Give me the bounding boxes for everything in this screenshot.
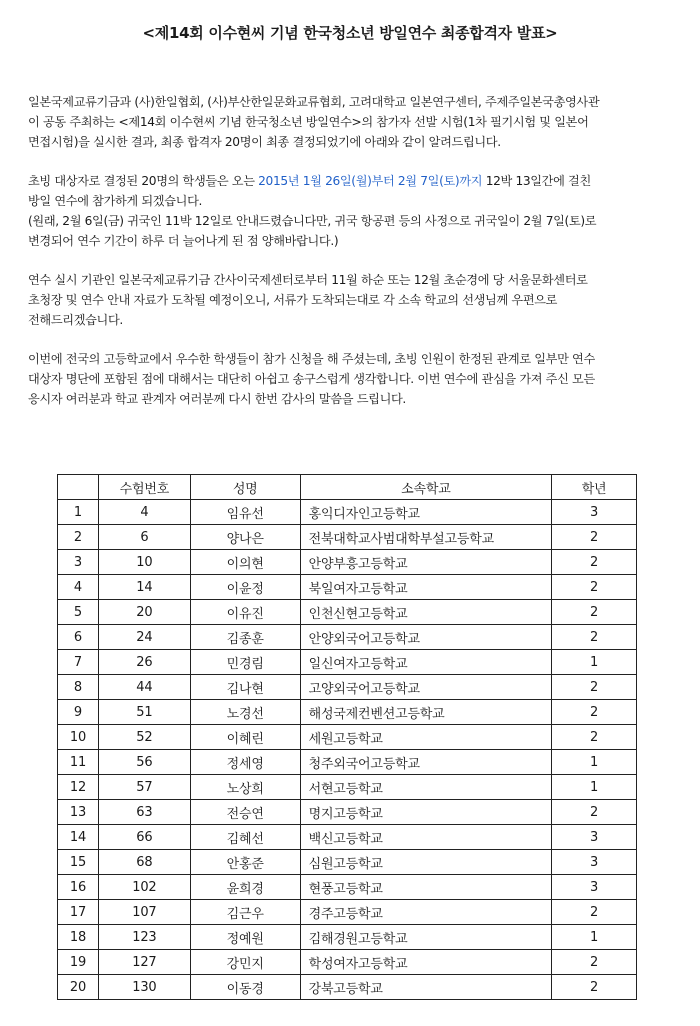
row-index: 19 — [58, 950, 99, 975]
paragraph-line: 방일 연수에 참가하게 되겠습니다. — [28, 194, 203, 208]
school-name: 백신고등학교 — [300, 825, 552, 850]
paragraph-line: 연수 실시 기관인 일본국제교류기금 간사이국제센터로부터 11월 하순 또는 12월 초순경에 당 서울문화센터로 — [28, 273, 588, 287]
header-index — [58, 475, 99, 500]
table-row — [58, 975, 637, 1000]
paragraph-1 — [28, 92, 678, 152]
announcement-body — [28, 92, 678, 428]
table-row — [58, 525, 637, 550]
table-row — [58, 650, 637, 675]
table-row — [58, 500, 637, 525]
school-name: 학성여자고등학교 — [300, 950, 552, 975]
grade: 2 — [552, 550, 637, 575]
row-index: 6 — [58, 625, 99, 650]
exam-number: 66 — [98, 825, 190, 850]
row-index: 2 — [58, 525, 99, 550]
exam-number: 14 — [98, 575, 190, 600]
table-row — [58, 575, 637, 600]
exam-number: 123 — [98, 925, 190, 950]
grade: 3 — [552, 850, 637, 875]
table-row — [58, 925, 637, 950]
student-name: 이동경 — [190, 975, 300, 1000]
table-row — [58, 725, 637, 750]
grade: 3 — [552, 825, 637, 850]
school-name: 심원고등학교 — [300, 850, 552, 875]
grade: 2 — [552, 675, 637, 700]
school-name: 강북고등학교 — [300, 975, 552, 1000]
school-name: 전북대학교사범대학부설고등학교 — [300, 525, 552, 550]
exam-number: 26 — [98, 650, 190, 675]
row-index: 14 — [58, 825, 99, 850]
student-name: 이유진 — [190, 600, 300, 625]
paragraph-text: 초빙 대상자로 결정된 20명의 학생들은 오는 — [28, 174, 259, 188]
table-body — [58, 500, 637, 1000]
row-index: 15 — [58, 850, 99, 875]
row-index: 4 — [58, 575, 99, 600]
school-name: 안양외국어고등학교 — [300, 625, 552, 650]
table-row — [58, 600, 637, 625]
header-name: 성명 — [190, 475, 300, 500]
exam-number: 63 — [98, 800, 190, 825]
table-row — [58, 775, 637, 800]
table-row — [58, 675, 637, 700]
table-row — [58, 625, 637, 650]
school-name: 고양외국어고등학교 — [300, 675, 552, 700]
school-name: 홍익디자인고등학교 — [300, 500, 552, 525]
row-index: 10 — [58, 725, 99, 750]
student-name: 정예원 — [190, 925, 300, 950]
table-row — [58, 950, 637, 975]
successful-candidates-table — [57, 474, 637, 1000]
student-name: 이혜린 — [190, 725, 300, 750]
exam-number: 20 — [98, 600, 190, 625]
grade: 1 — [552, 925, 637, 950]
row-index: 7 — [58, 650, 99, 675]
header-grade: 학년 — [552, 475, 637, 500]
table-row — [58, 550, 637, 575]
grade: 2 — [552, 525, 637, 550]
paragraph-line: 변경되어 연수 기간이 하루 더 늘어나게 된 점 양해바랍니다.) — [28, 234, 339, 248]
table-row — [58, 800, 637, 825]
table-row — [58, 900, 637, 925]
paragraph-line — [28, 171, 678, 191]
school-name: 김해경원고등학교 — [300, 925, 552, 950]
row-index: 16 — [58, 875, 99, 900]
paragraph-line: 일본국제교류기금과 (사)한일협회, (사)부산한일문화교류협회, 고려대학교 일본연구센터, 주제주일본국총영사관 — [28, 95, 600, 109]
table-row — [58, 825, 637, 850]
school-name: 안양부흥고등학교 — [300, 550, 552, 575]
student-name: 강민지 — [190, 950, 300, 975]
school-name: 경주고등학교 — [300, 900, 552, 925]
grade: 1 — [552, 775, 637, 800]
table-row — [58, 700, 637, 725]
school-name: 명지고등학교 — [300, 800, 552, 825]
paragraph-line: 응시자 여러분과 학교 관계자 여러분께 다시 한번 감사의 말씀을 드립니다. — [28, 392, 406, 406]
row-index: 3 — [58, 550, 99, 575]
paragraph-2 — [28, 171, 678, 251]
student-name: 민경림 — [190, 650, 300, 675]
row-index: 1 — [58, 500, 99, 525]
student-name: 임유선 — [190, 500, 300, 525]
row-index: 8 — [58, 675, 99, 700]
paragraph-3 — [28, 270, 678, 330]
school-name: 일신여자고등학교 — [300, 650, 552, 675]
exam-number: 57 — [98, 775, 190, 800]
exam-number: 4 — [98, 500, 190, 525]
row-index: 20 — [58, 975, 99, 1000]
exam-number: 44 — [98, 675, 190, 700]
paragraph-line: 초청장 및 연수 안내 자료가 도착될 예정이오니, 서류가 도착되는대로 각 소속 학교의 선생님께 우편으로 — [28, 293, 558, 307]
grade: 2 — [552, 575, 637, 600]
grade: 3 — [552, 875, 637, 900]
school-name: 북일여자고등학교 — [300, 575, 552, 600]
student-name: 노상희 — [190, 775, 300, 800]
exam-number: 52 — [98, 725, 190, 750]
table-header-row — [58, 475, 637, 500]
date-range-highlight: 2015년 1월 26일(월)부터 2월 7일(토)까지 — [258, 174, 483, 188]
exam-number: 56 — [98, 750, 190, 775]
exam-number: 68 — [98, 850, 190, 875]
student-name: 김종훈 — [190, 625, 300, 650]
student-name: 이윤정 — [190, 575, 300, 600]
row-index: 11 — [58, 750, 99, 775]
school-name: 인천신현고등학교 — [300, 600, 552, 625]
grade: 2 — [552, 950, 637, 975]
row-index: 9 — [58, 700, 99, 725]
header-exam-number: 수험번호 — [98, 475, 190, 500]
student-name: 양나은 — [190, 525, 300, 550]
row-index: 18 — [58, 925, 99, 950]
row-index: 12 — [58, 775, 99, 800]
paragraph-line: (원래, 2월 6일(금) 귀국인 11박 12일로 안내드렸습니다만, 귀국 항공편 등의 사정으로 귀국일이 2월 7일(토)로 — [28, 214, 597, 228]
school-name: 서현고등학교 — [300, 775, 552, 800]
grade: 1 — [552, 650, 637, 675]
header-school: 소속학교 — [300, 475, 552, 500]
student-name: 김근우 — [190, 900, 300, 925]
paragraph-4 — [28, 349, 678, 409]
paragraph-line: 전해드리겠습니다. — [28, 313, 123, 327]
exam-number: 6 — [98, 525, 190, 550]
paragraph-text: 12박 13일간에 걸친 — [482, 174, 591, 188]
exam-number: 10 — [98, 550, 190, 575]
exam-number: 107 — [98, 900, 190, 925]
school-name: 세원고등학교 — [300, 725, 552, 750]
grade: 2 — [552, 700, 637, 725]
exam-number: 24 — [98, 625, 190, 650]
student-name: 전승연 — [190, 800, 300, 825]
table-row — [58, 850, 637, 875]
row-index: 5 — [58, 600, 99, 625]
paragraph-line: 이번에 전국의 고등학교에서 우수한 학생들이 참가 신청을 해 주셨는데, 초빙 인원이 한정된 관계로 일부만 연수 — [28, 352, 595, 366]
paragraph-line: 면접시험)을 실시한 결과, 최종 합격자 20명이 최종 결정되었기에 아래와 같이 알려드립니다. — [28, 135, 501, 149]
student-name: 정세영 — [190, 750, 300, 775]
student-name: 노경선 — [190, 700, 300, 725]
exam-number: 130 — [98, 975, 190, 1000]
paragraph-line: 대상자 명단에 포함된 점에 대해서는 대단히 아쉽고 송구스럽게 생각합니다. 이번 연수에 관심을 가져 주신 모든 — [28, 372, 595, 386]
grade: 2 — [552, 625, 637, 650]
paragraph-line: 이 공동 주최하는 <제14회 이수현씨 기념 한국청소년 방일연수>의 참가자 선발 시험(1차 필기시험 및 일본어 — [28, 115, 589, 129]
grade: 1 — [552, 750, 637, 775]
grade: 2 — [552, 800, 637, 825]
table-row — [58, 750, 637, 775]
exam-number: 102 — [98, 875, 190, 900]
school-name: 해성국제컨벤션고등학교 — [300, 700, 552, 725]
exam-number: 127 — [98, 950, 190, 975]
row-index: 17 — [58, 900, 99, 925]
student-name: 이의현 — [190, 550, 300, 575]
grade: 2 — [552, 975, 637, 1000]
student-name: 안홍준 — [190, 850, 300, 875]
grade: 3 — [552, 500, 637, 525]
student-name: 윤희경 — [190, 875, 300, 900]
exam-number: 51 — [98, 700, 190, 725]
table-row — [58, 875, 637, 900]
grade: 2 — [552, 725, 637, 750]
school-name: 현풍고등학교 — [300, 875, 552, 900]
grade: 2 — [552, 900, 637, 925]
page-title: <제14회 이수현씨 기념 한국청소년 방일연수 최종합격자 발표> — [142, 24, 558, 42]
row-index: 13 — [58, 800, 99, 825]
student-name: 김나현 — [190, 675, 300, 700]
grade: 2 — [552, 600, 637, 625]
student-name: 김혜선 — [190, 825, 300, 850]
school-name: 청주외국어고등학교 — [300, 750, 552, 775]
